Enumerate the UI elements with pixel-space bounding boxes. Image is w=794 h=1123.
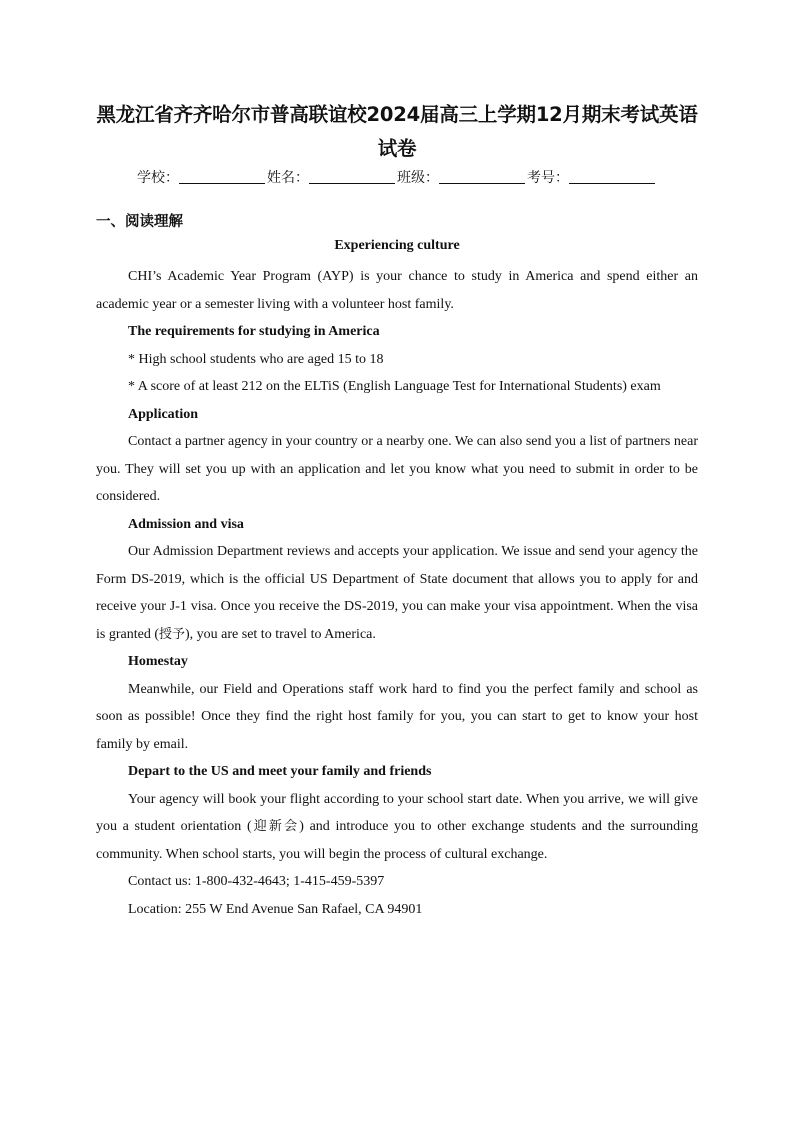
depart-gloss: 迎新会 bbox=[251, 819, 300, 834]
requirements-heading: The requirements for studying in America bbox=[128, 324, 380, 339]
depart-text-part: Your agency will book your flight according to your school start date. When you arrive, we will give you a student orientation ( bbox=[96, 791, 698, 834]
depart-paragraph bbox=[96, 786, 698, 869]
name-blank bbox=[309, 169, 395, 184]
admission-text-part: Our Admission Department reviews and accepts your application. We issue and send your agency the Form DS-2019, which is the official US Department of State document that allows you to apply for and receive your J-1 visa. Once you receive the DS-2019, you can make your visa appointment. When the visa is granted ( bbox=[96, 544, 698, 642]
passage-intro: CHI’s Academic Year Program (AYP) is your chance to study in America and spend either an academic year or a semester living with a volunteer host family. bbox=[96, 269, 698, 312]
requirement-item: * A score of at least 212 on the ELTiS (English Language Test for International Students) exam bbox=[128, 379, 661, 394]
exam-number-label: 考号： bbox=[527, 170, 569, 186]
exam-title: 黑龙江省齐齐哈尔市普高联谊校2024届高三上学期12月期末考试英语试卷 bbox=[96, 103, 698, 160]
reading-passage bbox=[96, 236, 698, 923]
school-label: 学校： bbox=[137, 170, 179, 186]
homestay-paragraph: Meanwhile, our Field and Operations staff work hard to find you the perfect family and school as soon as possible! Once they find the right host family for you, you can start to get to know your host family by email. bbox=[96, 681, 698, 752]
location-line: Location: 255 W End Avenue San Rafael, CA 94901 bbox=[128, 901, 423, 917]
section-heading-reading: 一、阅读理解 bbox=[96, 214, 183, 230]
admission-heading: Admission and visa bbox=[128, 516, 244, 532]
admission-gloss: 授予 bbox=[158, 626, 185, 642]
application-heading: Application bbox=[128, 406, 199, 422]
depart-heading: Depart to the US and meet your family and friends bbox=[128, 764, 432, 779]
class-label: 班级： bbox=[397, 170, 439, 186]
exam-page bbox=[96, 98, 698, 923]
name-label: 姓名： bbox=[267, 170, 309, 186]
homestay-heading: Homestay bbox=[128, 654, 188, 669]
admission-paragraph bbox=[96, 538, 698, 648]
admission-text-part: ), you are set to travel to America. bbox=[185, 626, 376, 642]
exam-number-blank bbox=[569, 169, 655, 184]
application-paragraph: Contact a partner agency in your country or a nearby one. We can also send you a list of partners near you. They will set you up with an application and let you know what you need to submit in order to be considered. bbox=[96, 434, 698, 504]
school-blank bbox=[179, 169, 265, 184]
class-blank bbox=[439, 169, 525, 184]
requirement-item: * High school students who are aged 15 to 18 bbox=[128, 351, 384, 367]
passage-title: Experiencing culture bbox=[334, 238, 460, 253]
student-info-line bbox=[96, 168, 698, 188]
depart-text-part: ) and introduce you to other exchange students and the surrounding community. When school starts, you will begin the process of cultural exchange. bbox=[96, 819, 698, 862]
contact-line: Contact us: 1-800-432-4643; 1-415-459-5397 bbox=[128, 874, 385, 889]
